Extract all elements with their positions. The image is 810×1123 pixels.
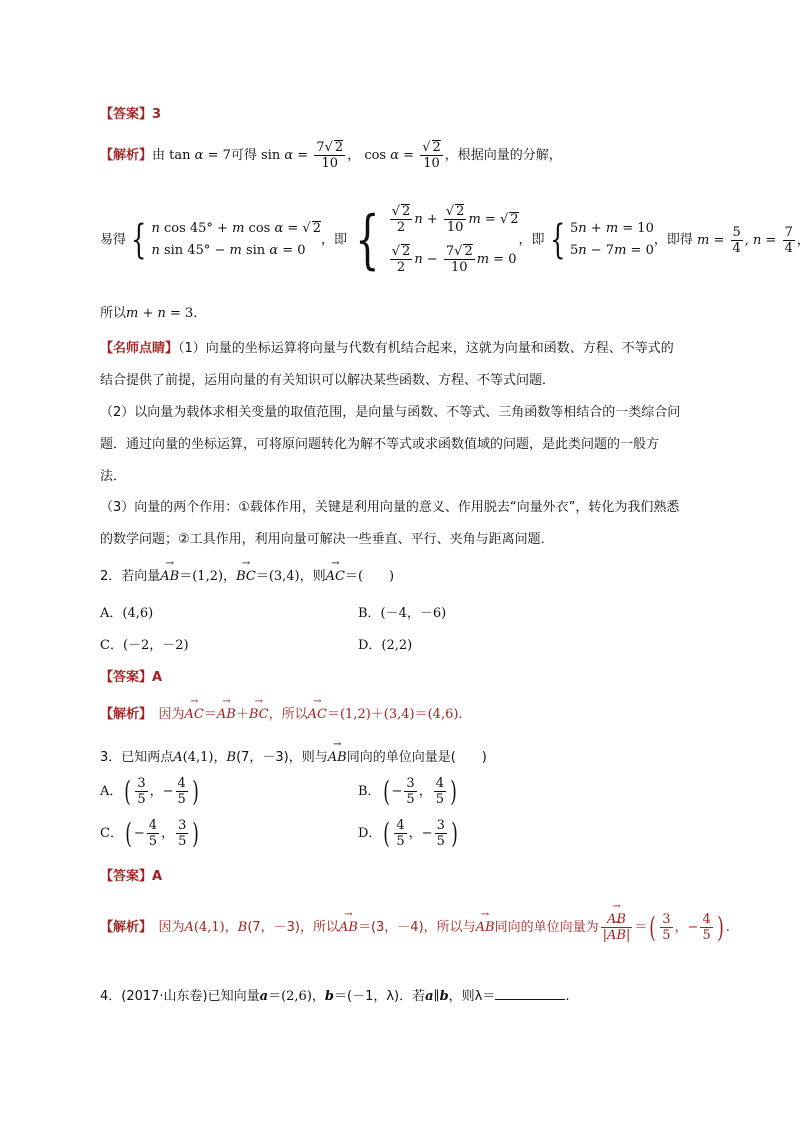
q4-given: ＝(－1，λ)．若 [334,989,426,1004]
analysis-label: 【解析】 [100,148,153,163]
q2-stem: 2．若向量→ AB＝(1,2)，→ BC＝(3,4)，则→ AC＝( ) [100,565,394,584]
analysis-text: ，所以 [268,707,308,722]
answer-label: 【答案】 [100,670,153,685]
teacher-line-2 [100,369,555,388]
teacher-text: （2）以向量为载体求相关变量的取值范围，是向量与函数、不等式、三角函数等相结合的一类综合问 [100,405,681,420]
teacher-line-5 [100,465,126,484]
q2-option-d: D．(2,2) [358,638,413,653]
system-3: 5n + m = 10 5n − 7m = 0 [569,221,654,258]
analysis-text: 由 [152,148,166,163]
q3-analysis-line: 【解析】 因为A(4,1)，B(7，－3)，所以→ AB＝(3，－4)，所以与→ AB同向的单位向量为 → $\frac{AB}{|\to AB|}$ ＝( $\frac{3}{5}$ ，− $\frac{4}{5}$ ) . [100,912,730,943]
q2-answer-line [100,666,162,685]
ji-text: ，即 [321,232,348,248]
q2-num: 2．若向量 [100,569,161,584]
q2-analysis-line: 【解析】 因为→ AC＝→ AB＋→ BC，所以→ AC＝(1,2)＋(3,4)＝(4,6). [100,703,463,722]
q4-num: 4．(2017·山东卷)已知向量 [100,989,260,1004]
solution-values: m = $\frac{5}{4}$ , n = $\frac{7}{4}$ ， [697,224,810,256]
so-text: 所以 [100,306,127,321]
system-1: n cos 45° + m cos α = √ 2 n sin 45° − m sin α = 0 [151,221,321,258]
teacher-label: 【名师点睛】 [100,341,179,356]
teacher-text: （3）向量的两个作用：①载体作用，关键是利用向量的意义、作用脱去“向量外衣”，转化为我们熟悉 [100,500,680,515]
sum-expr: m + n = 3． [126,306,207,321]
q2-option-a: A．(4,6) [100,606,154,621]
teacher-line-1 [100,337,674,356]
q1-system-line [100,200,810,280]
q2-option-c: C．(－2，－2) [100,638,189,653]
analysis-text: ＝(1,2)＋(3,4)＝(4,6). [326,707,463,722]
left-brace: { [355,203,380,277]
q4-end: . [565,989,570,1004]
teacher-text: （1）向量的坐标运算将向量与代数有机结合起来，这就为向量和函数、方程、不等式的 [178,341,674,356]
teacher-line-6 [100,496,679,515]
teacher-text: 题．通过向量的坐标运算，可将原问题转化为解不等式或求函数值域的问题，是此类问题的一般方 [100,437,660,452]
q3-given: (7，－3)，则与 [236,750,328,765]
analysis-text: ，根据向量的分解， [444,148,562,163]
analysis-text: 因为 [145,920,185,935]
answer-blank[interactable] [495,987,565,1000]
teacher-text: 的数学问题；②工具作用，利用向量可解决一些垂直、平行、夹角与距离问题． [100,532,554,547]
teacher-text: 法． [100,469,127,484]
q3-given: (4,1)， [182,750,227,765]
q2-tail: ＝( ) [344,569,395,584]
q1-so-line [100,302,206,321]
answer-label: 【答案】 [100,869,153,884]
q4-then: ，则λ＝ [448,989,496,1004]
analysis-label: 【解析】 [100,920,146,935]
q3-num: 3．已知两点 [100,750,174,765]
cos-expr: cos α = $\frac{√ 2}{10}$ [364,140,441,171]
q3-option-d: D．( $\frac{4}{5}$ ，− $\frac{3}{5}$ ) [358,816,458,850]
q2-given: ＝(1,2)， [179,569,237,584]
analysis-text: (7，－3)，所以 [247,920,339,935]
analysis-text: ＝(3，－4)，所以与 [357,920,476,935]
answer-label: 【答案】 [100,107,153,122]
q3-option-b: B．( − $\frac{3}{5}$ ， $\frac{4}{5}$ ) [358,774,457,808]
analysis-text: 因为 [145,707,185,722]
analysis-text: (4,1)， [193,920,238,935]
q3-tail: 同向的单位向量是( ) [346,750,487,765]
unit-vector-frac: → $\frac{AB}{|\to AB|}$ [601,912,633,943]
left-brace: { [131,217,147,263]
q1-answer-line [100,103,161,122]
q3-option-a: A．( $\frac{3}{5}$ ，− $\frac{4}{5}$ ) [100,774,199,808]
q4-given: ＝(2,6)， [268,989,325,1004]
q2-given: ＝(3,4)，则 [255,569,326,584]
sin-expr: sin α = $\frac{7√ 2}{10}$ [261,140,344,171]
q2-option-b: B．(－4，－6) [358,606,447,621]
q3-option-c: C．( − $\frac{4}{5}$ ， $\frac{3}{5}$ ) [100,816,200,850]
teacher-line-7 [100,528,554,547]
easy-text: 易得 [100,232,127,248]
left-brace: { [549,217,565,263]
teacher-line-3 [100,401,680,420]
teacher-text: 结合提供了前提，运用向量的有关知识可以解决某些函数、方程、不等式问题． [100,373,556,388]
analysis-text: 可得 [230,148,257,163]
tan-expr: tan α = 7 [169,148,231,163]
answer-value: A [152,670,163,685]
q1-analysis-line: 【解析】由 tan α = 7可得 sin α = $\frac{7√ 2}{10}$ ， cos α = $\frac{√ 2}{10}$ ，根据向量的分解， [100,140,562,171]
q3-stem: 3．已知两点A(4,1)，B(7，－3)，则与→ AB同向的单位向量是( ) [100,746,487,765]
analysis-label: 【解析】 [100,707,146,722]
teacher-line-4 [100,433,659,452]
q4-stem: 4．(2017·山东卷)已知向量a＝(2,6)，b＝(－1，λ)．若a∥b，则λ＝ . [100,989,570,1004]
ji2-text: ，即得 [653,232,693,248]
answer-value: A [152,869,163,884]
q4-par: ∥ [433,989,440,1004]
answer-value: 3 [152,107,162,122]
q3-answer-line [100,865,162,884]
system-2: $\frac{√ 2}{2}$ n + $\frac{√ 2}{10}$ m = √ 2 $\frac{√ 2}{2}$ n − $\frac{7√ 2}{10}$ m = 0 [391,204,519,275]
analysis-text: 同向的单位向量为 [494,920,599,935]
ji-text: ，即 [518,232,545,248]
